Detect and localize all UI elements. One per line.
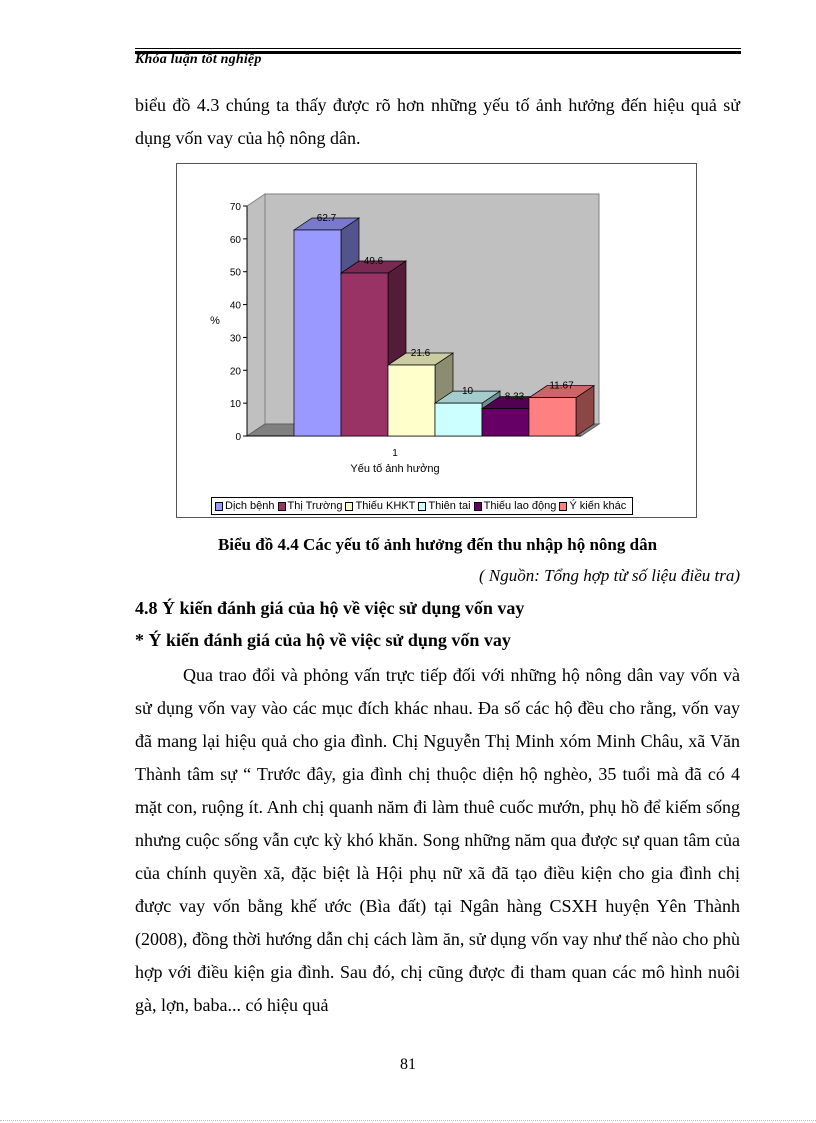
sub-heading: * Ý kiến đánh giá của hộ về việc sử dụng vốn vay <box>135 630 511 650</box>
header-rule-thin <box>135 48 741 49</box>
bar-data-label: 10 <box>461 386 474 398</box>
legend-item <box>278 500 343 512</box>
x-tick-label: 1 <box>392 448 398 459</box>
legend-item <box>215 500 275 512</box>
y-tick-label: 30 <box>229 333 241 345</box>
section-heading: 4.8 Ý kiến đánh giá của hộ về việc sử dụng vốn vay <box>135 598 525 618</box>
legend-item <box>559 500 626 512</box>
y-tick-label: 20 <box>229 366 241 378</box>
bar-data-label: 8.33 <box>504 391 525 403</box>
header-title: Khóa luận tốt nghiệp <box>135 52 262 67</box>
bar <box>388 365 435 436</box>
chart-legend <box>211 497 633 515</box>
y-tick-label: 40 <box>229 300 241 312</box>
chart-frame <box>176 163 697 518</box>
legend-label: Thị Trường <box>287 500 343 512</box>
chart-side-wall <box>247 194 265 436</box>
y-axis-label: % <box>210 315 220 327</box>
legend-swatch <box>474 502 482 511</box>
bar-chart <box>177 164 696 517</box>
bar <box>482 409 529 436</box>
legend-swatch <box>418 502 426 511</box>
bar-data-label: 49.6 <box>363 256 384 268</box>
bar-data-label: 21.6 <box>410 348 431 360</box>
legend-label: Thiên tai <box>428 500 471 512</box>
page-number: 81 <box>400 1056 416 1073</box>
y-tick-label: 10 <box>229 399 241 411</box>
y-tick-label: 70 <box>229 202 241 213</box>
x-axis-label: Yếu tố ảnh hưởng <box>350 463 440 475</box>
bar <box>294 230 341 436</box>
bar-data-label: 62.7 <box>316 212 337 224</box>
legend-swatch <box>345 502 353 511</box>
body-paragraph: Qua trao đổi và phỏng vấn trực tiếp đối với những hộ nông dân vay vốn và sử dụng vốn vay vào các mục đích khác nhau. Đa số các hộ đều cho rằng, vốn vay đã mang lại hiệu quả cho gia đình. Chị Nguyễn Thị Minh xóm Minh Châu, xã Văn Thành tâm sự “ Trước đây, gia đình chị thuộc diện hộ nghèo, 35 tuổi mà đã có 4 mặt con, ruộng ít. Anh chị quanh năm đi làm thuê cuốc mướn, phụ hồ để kiếm sống nhưng cuộc sống vẫn cực kỳ khó khăn. Song những năm qua được sự quan tâm của của chính quyền xã, đặc biệt là Hội phụ nữ xã đã tạo điều kiện cho gia đình chị được vay vốn bằng khế ước (Bìa đất) tại Ngân hàng CSXH huyện Yên Thành (2008), đồng thời hướng dẫn chị cách làm ăn, sử dụng vốn vay như thế nào cho phù hợp với điều kiện gia đình. Sau đó, chị cũng được đi tham quan các mô hình nuôi gà, lợn, baba... có hiệu quả <box>135 665 740 1015</box>
intro-paragraph: biểu đồ 4.3 chúng ta thấy được rõ hơn những yếu tố ảnh hưởng đến hiệu quả sử dụng vốn vay của hộ nông dân. <box>135 95 740 148</box>
legend-swatch <box>215 502 223 511</box>
legend-swatch <box>559 502 567 511</box>
legend-swatch <box>278 502 286 511</box>
figure-source: ( Nguồn: Tổng hợp từ số liệu điều tra) <box>478 566 740 585</box>
legend-label: Dịch bệnh <box>225 500 275 512</box>
y-tick-label: 0 <box>235 432 241 443</box>
bar <box>529 398 576 436</box>
y-tick-label: 50 <box>229 267 241 279</box>
legend-label: Ý kiến khác <box>569 500 627 512</box>
legend-item <box>345 500 415 512</box>
legend-label: Thiếu lao động <box>483 500 557 512</box>
figure-caption: Biểu đồ 4.4 Các yếu tố ảnh hưởng đến thu nhập hộ nông dân <box>217 535 658 554</box>
bar-data-label: 11.67 <box>549 380 574 392</box>
legend-item <box>474 500 557 512</box>
y-tick-label: 60 <box>229 234 241 246</box>
legend-label: Thiếu KHKT <box>355 500 416 512</box>
bar <box>341 273 388 436</box>
page-bottom-border <box>0 1120 816 1121</box>
bar <box>435 403 482 436</box>
legend-item <box>418 500 470 512</box>
